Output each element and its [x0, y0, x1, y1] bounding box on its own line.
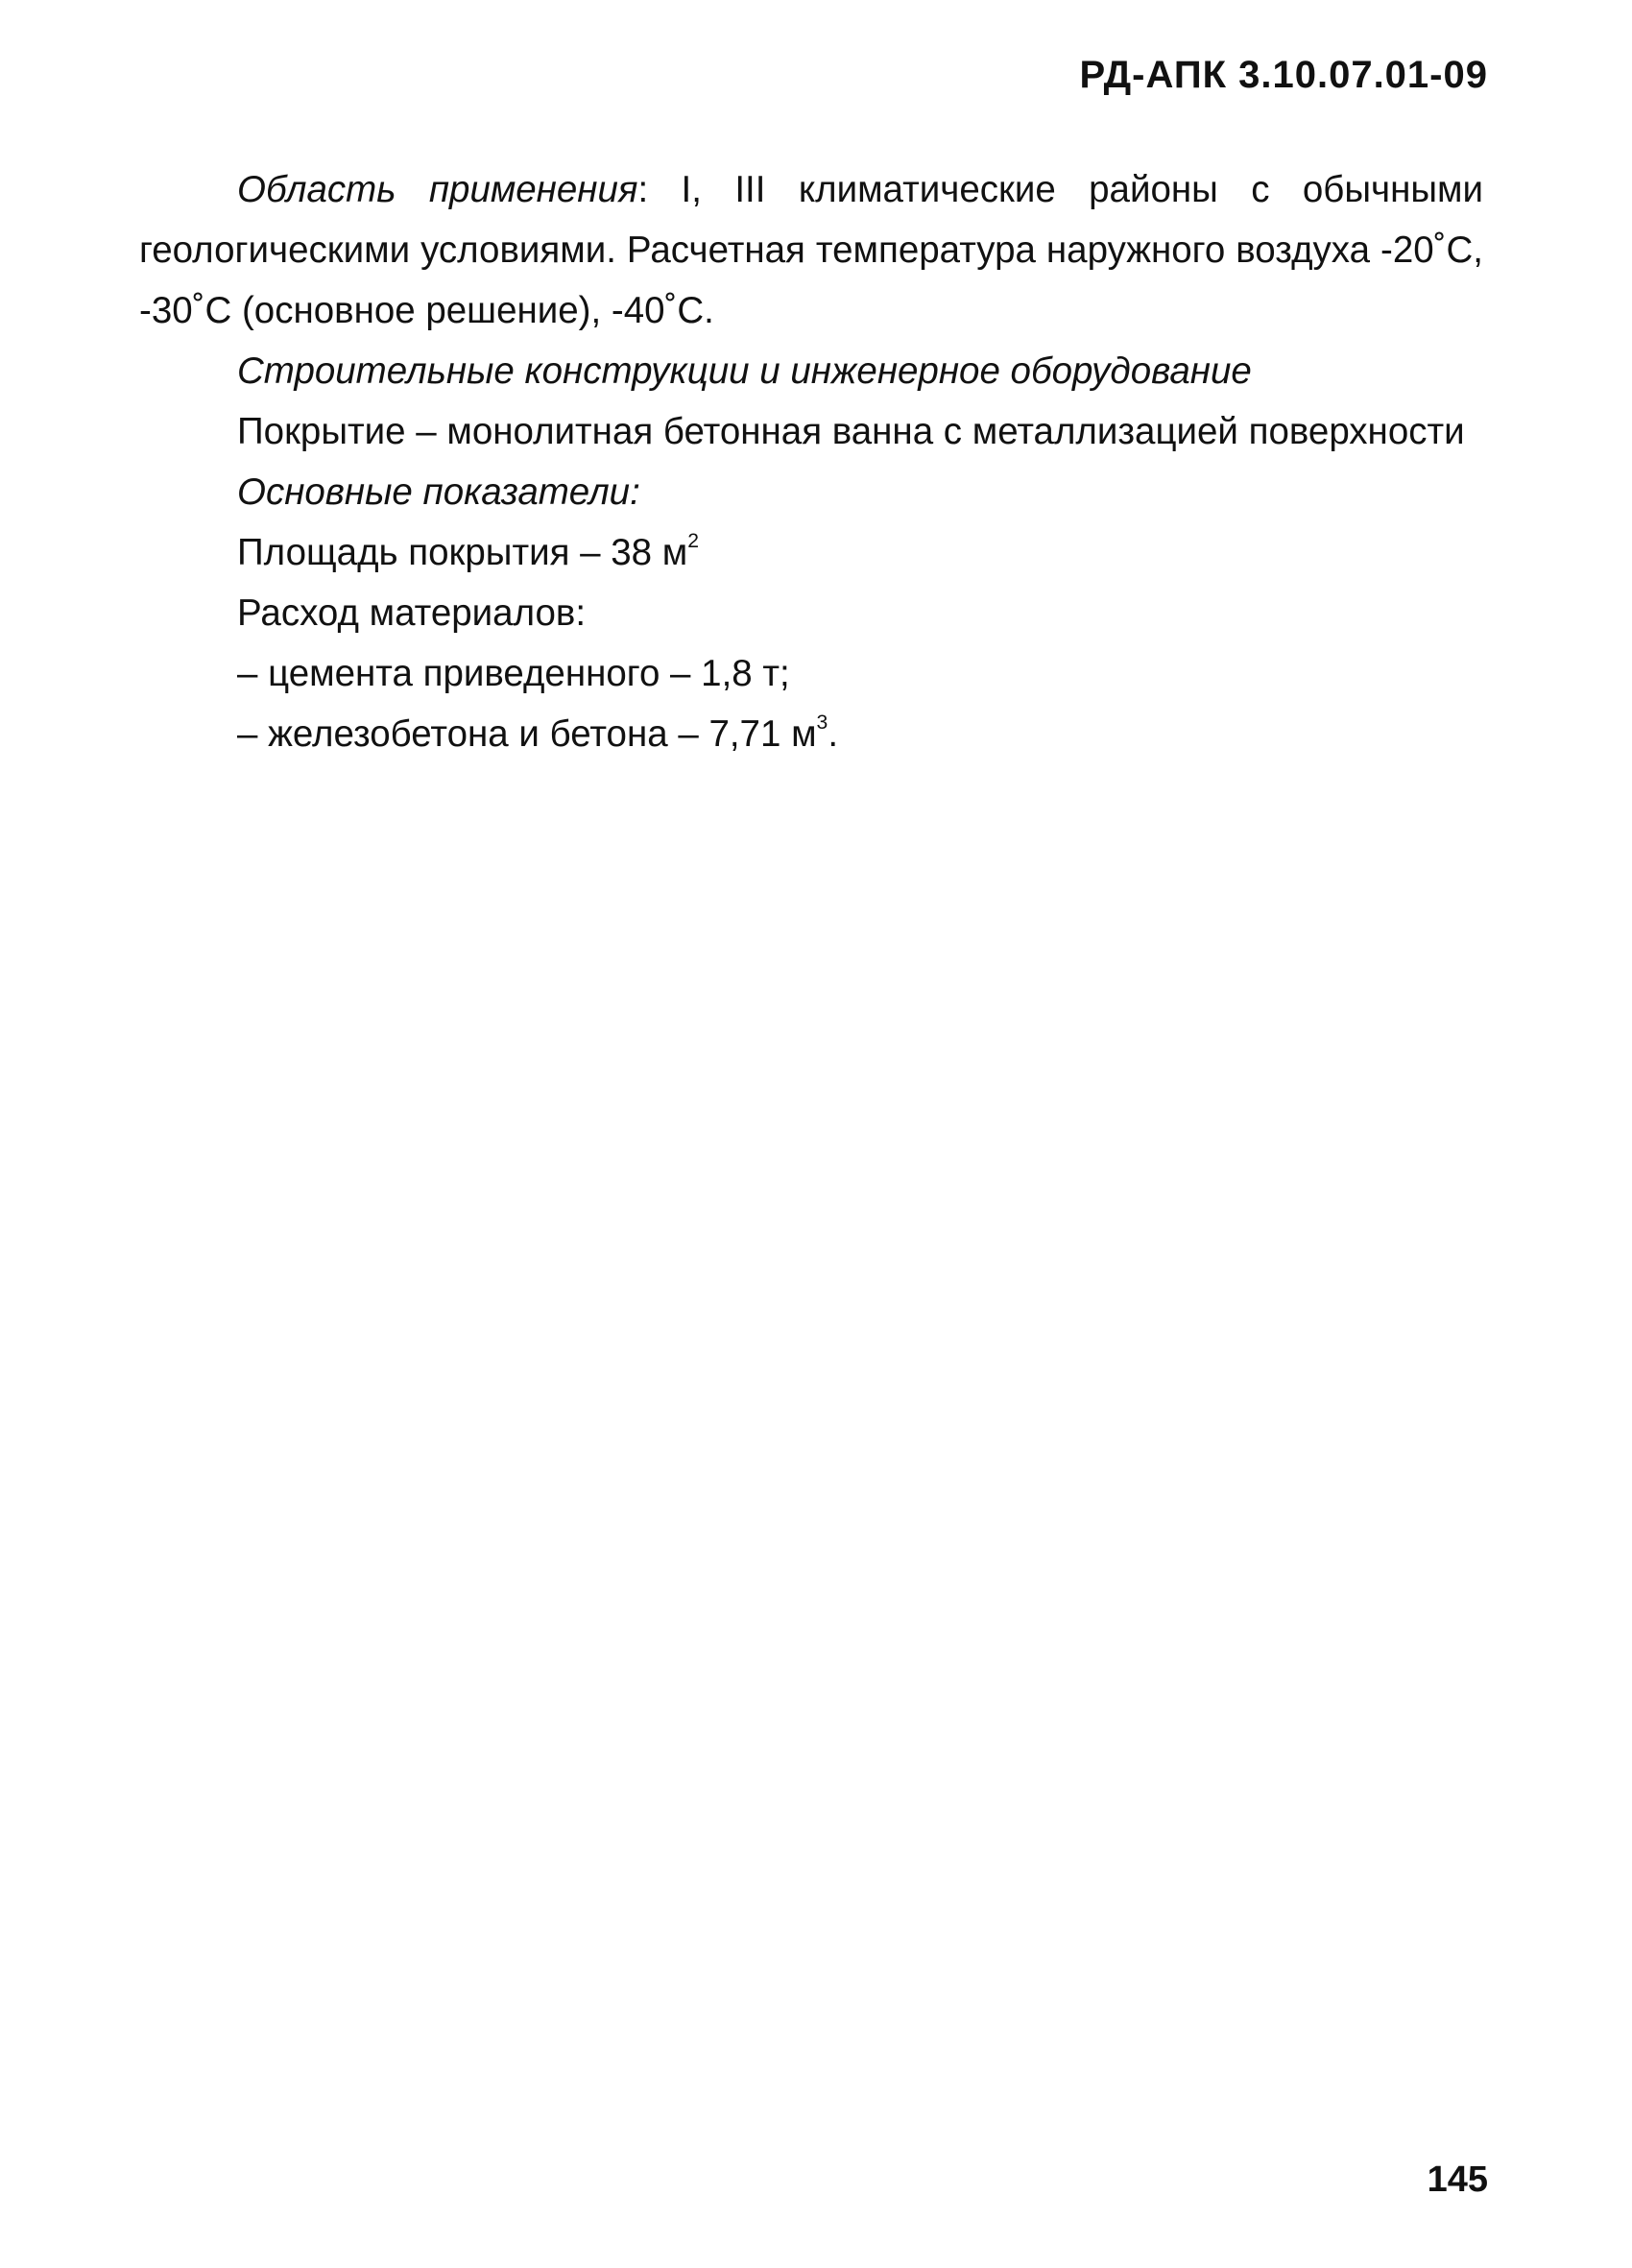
- area-superscript: 2: [687, 530, 700, 553]
- coating-paragraph: Покрытие – монолитная бетонная ванна с металлизацией поверхности: [237, 411, 1465, 452]
- indicators-heading: Основные показатели:: [237, 471, 640, 513]
- page-number: 145: [1427, 2159, 1488, 2200]
- cement-line: – цемента приведенного – 1,8 т;: [237, 653, 790, 694]
- materials-heading: Расход материалов:: [237, 592, 587, 634]
- concrete-line: [139, 704, 1483, 764]
- concrete-text: – железобетона и бетона – 7,71 м: [237, 713, 817, 755]
- concrete-end: .: [828, 713, 839, 755]
- document-code: РД-АПК 3.10.07.01-09: [1079, 54, 1488, 96]
- area-line: [139, 522, 1483, 583]
- scope-text: : I, III климатические районы с обычными геологическими условиями. Расчетная температура наружного воздуха -20˚С, -30˚С (основное решение), -40˚С.: [139, 169, 1483, 331]
- concrete-superscript: 3: [816, 712, 828, 735]
- scope-paragraph: [139, 159, 1483, 341]
- section-heading: Строительные конструкции и инженерное оборудование: [237, 350, 1252, 392]
- area-text: Площадь покрытия – 38 м: [237, 532, 688, 573]
- scope-label: Область применения: [237, 169, 638, 210]
- document-body: [139, 159, 1483, 764]
